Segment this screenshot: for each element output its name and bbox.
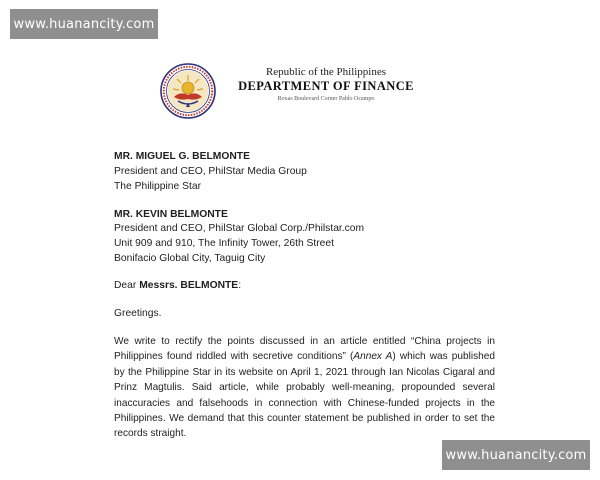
salutation (114, 278, 241, 293)
letterhead-department: DEPARTMENT OF FINANCE (238, 79, 414, 93)
recipient-2-address-line-1: Unit 909 and 910, The Infinity Tower, 26th Street (114, 238, 334, 249)
letterhead-republic: Republic of the Philippines (265, 66, 387, 78)
watermark-top: www.huanancity.com (10, 9, 158, 39)
recipient-2-name: MR. KEVIN BELMONTE (114, 209, 228, 220)
department-seal-icon (160, 63, 216, 119)
body-paragraph (114, 334, 495, 442)
watermark-bottom: www.huanancity.com (442, 440, 590, 470)
letterhead-address: Roxas Boulevard Corner Pablo Ocampo (277, 96, 375, 102)
greeting: Greetings. (114, 308, 162, 319)
salutation-name: Messrs. BELMONTE (139, 280, 239, 291)
body-paragraph-part-2: ) which was published by the Philippine Star in its website on April 1, 2021 through Ian Nicolas Cigaral and Prinz Magtulis. Said article, while probably well-meaning, propounded several inaccuracies and falsehoods in connection with Chinese-funded projects in the Philippines. We demand that this counter statement be published in order to set the records straight. (114, 351, 495, 440)
recipient-2-address-line-2: Bonifacio Global City, Taguig City (114, 253, 266, 264)
salutation-suffix: : (238, 280, 242, 291)
letterhead (226, 66, 426, 102)
salutation-prefix: Dear (114, 280, 140, 291)
annex-reference: Annex A (353, 351, 393, 363)
recipient-1-title: President and CEO, PhilStar Media Group (114, 166, 307, 177)
body-paragraph-part-1: We write to rectify the points discussed in an article entitled “China projects in Philippines found riddled with secretive conditions” ( (114, 336, 495, 363)
recipient-1-company: The Philippine Star (114, 181, 202, 192)
recipient-2-title: President and CEO, PhilStar Global Corp./Philstar.com (114, 223, 365, 234)
recipient-1-name: MR. MIGUEL G. BELMONTE (114, 151, 250, 162)
